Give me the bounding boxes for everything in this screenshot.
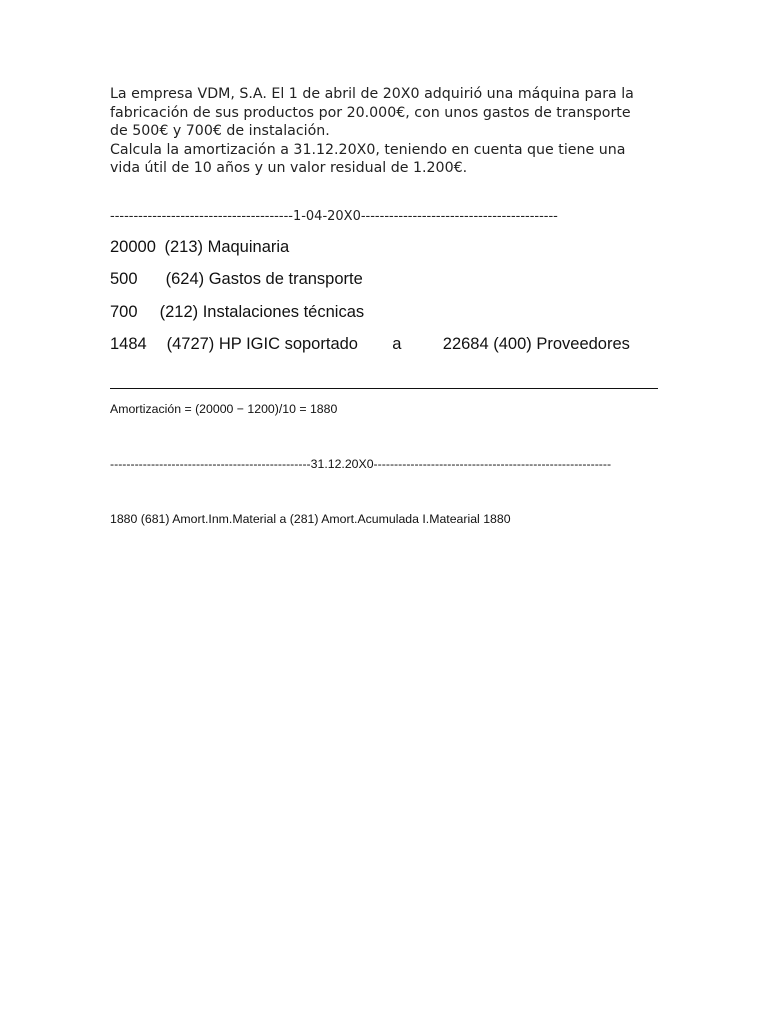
statement-line: de 500€ y 700€ de instalación. [110,123,330,140]
debit-account: 1880 (681) Amort.Inm.Material [110,512,277,526]
date-divider-31-12-20x0: -------------------------------------------------31.12.20X0---------------------------------------------------------- [110,457,612,471]
debit-account: (212) Instalaciones técnicas [159,303,365,321]
debit-amount: 20000 [110,238,156,256]
amortization-formula: Amortización = (20000 − 1200)/10 = 1880 [110,402,338,416]
date-divider-1-04-20x0: ---------------------------------------1-04-20X0------------------------------------------ [110,209,558,224]
journal-line-transporte [110,270,363,289]
journal-line-amortization [110,512,511,526]
statement-line: Calcula la amortización a 31.12.20X0, teniendo en cuenta que tiene una [110,141,626,158]
debit-account: (624) Gastos de transporte [165,270,363,288]
debit-account: (4727) HP IGIC soportado [166,335,358,353]
horizontal-rule [110,388,658,389]
journal-line-igic [110,335,630,354]
credit-account: (281) Amort.Acumulada I.Matearial 1880 [289,512,511,526]
journal-line-instalaciones [110,303,364,322]
debit-amount: 700 [110,303,138,321]
credit-account: 22684 (400) Proveedores [442,335,630,353]
statement-line: vida útil de 10 años y un valor residual de 1.200€. [110,160,468,177]
connector-a: a [392,335,402,353]
problem-statement [110,85,670,178]
debit-amount: 1484 [110,335,147,353]
debit-amount: 500 [110,270,138,288]
connector-a: a [279,512,287,526]
statement-line: fabricación de sus productos por 20.000€, con unos gastos de transporte [110,104,631,121]
statement-line: La empresa VDM, S.A. El 1 de abril de 20X0 adquirió una máquina para la [110,86,634,102]
debit-account: (213) Maquinaria [164,238,290,256]
journal-line-maquinaria [110,238,289,257]
